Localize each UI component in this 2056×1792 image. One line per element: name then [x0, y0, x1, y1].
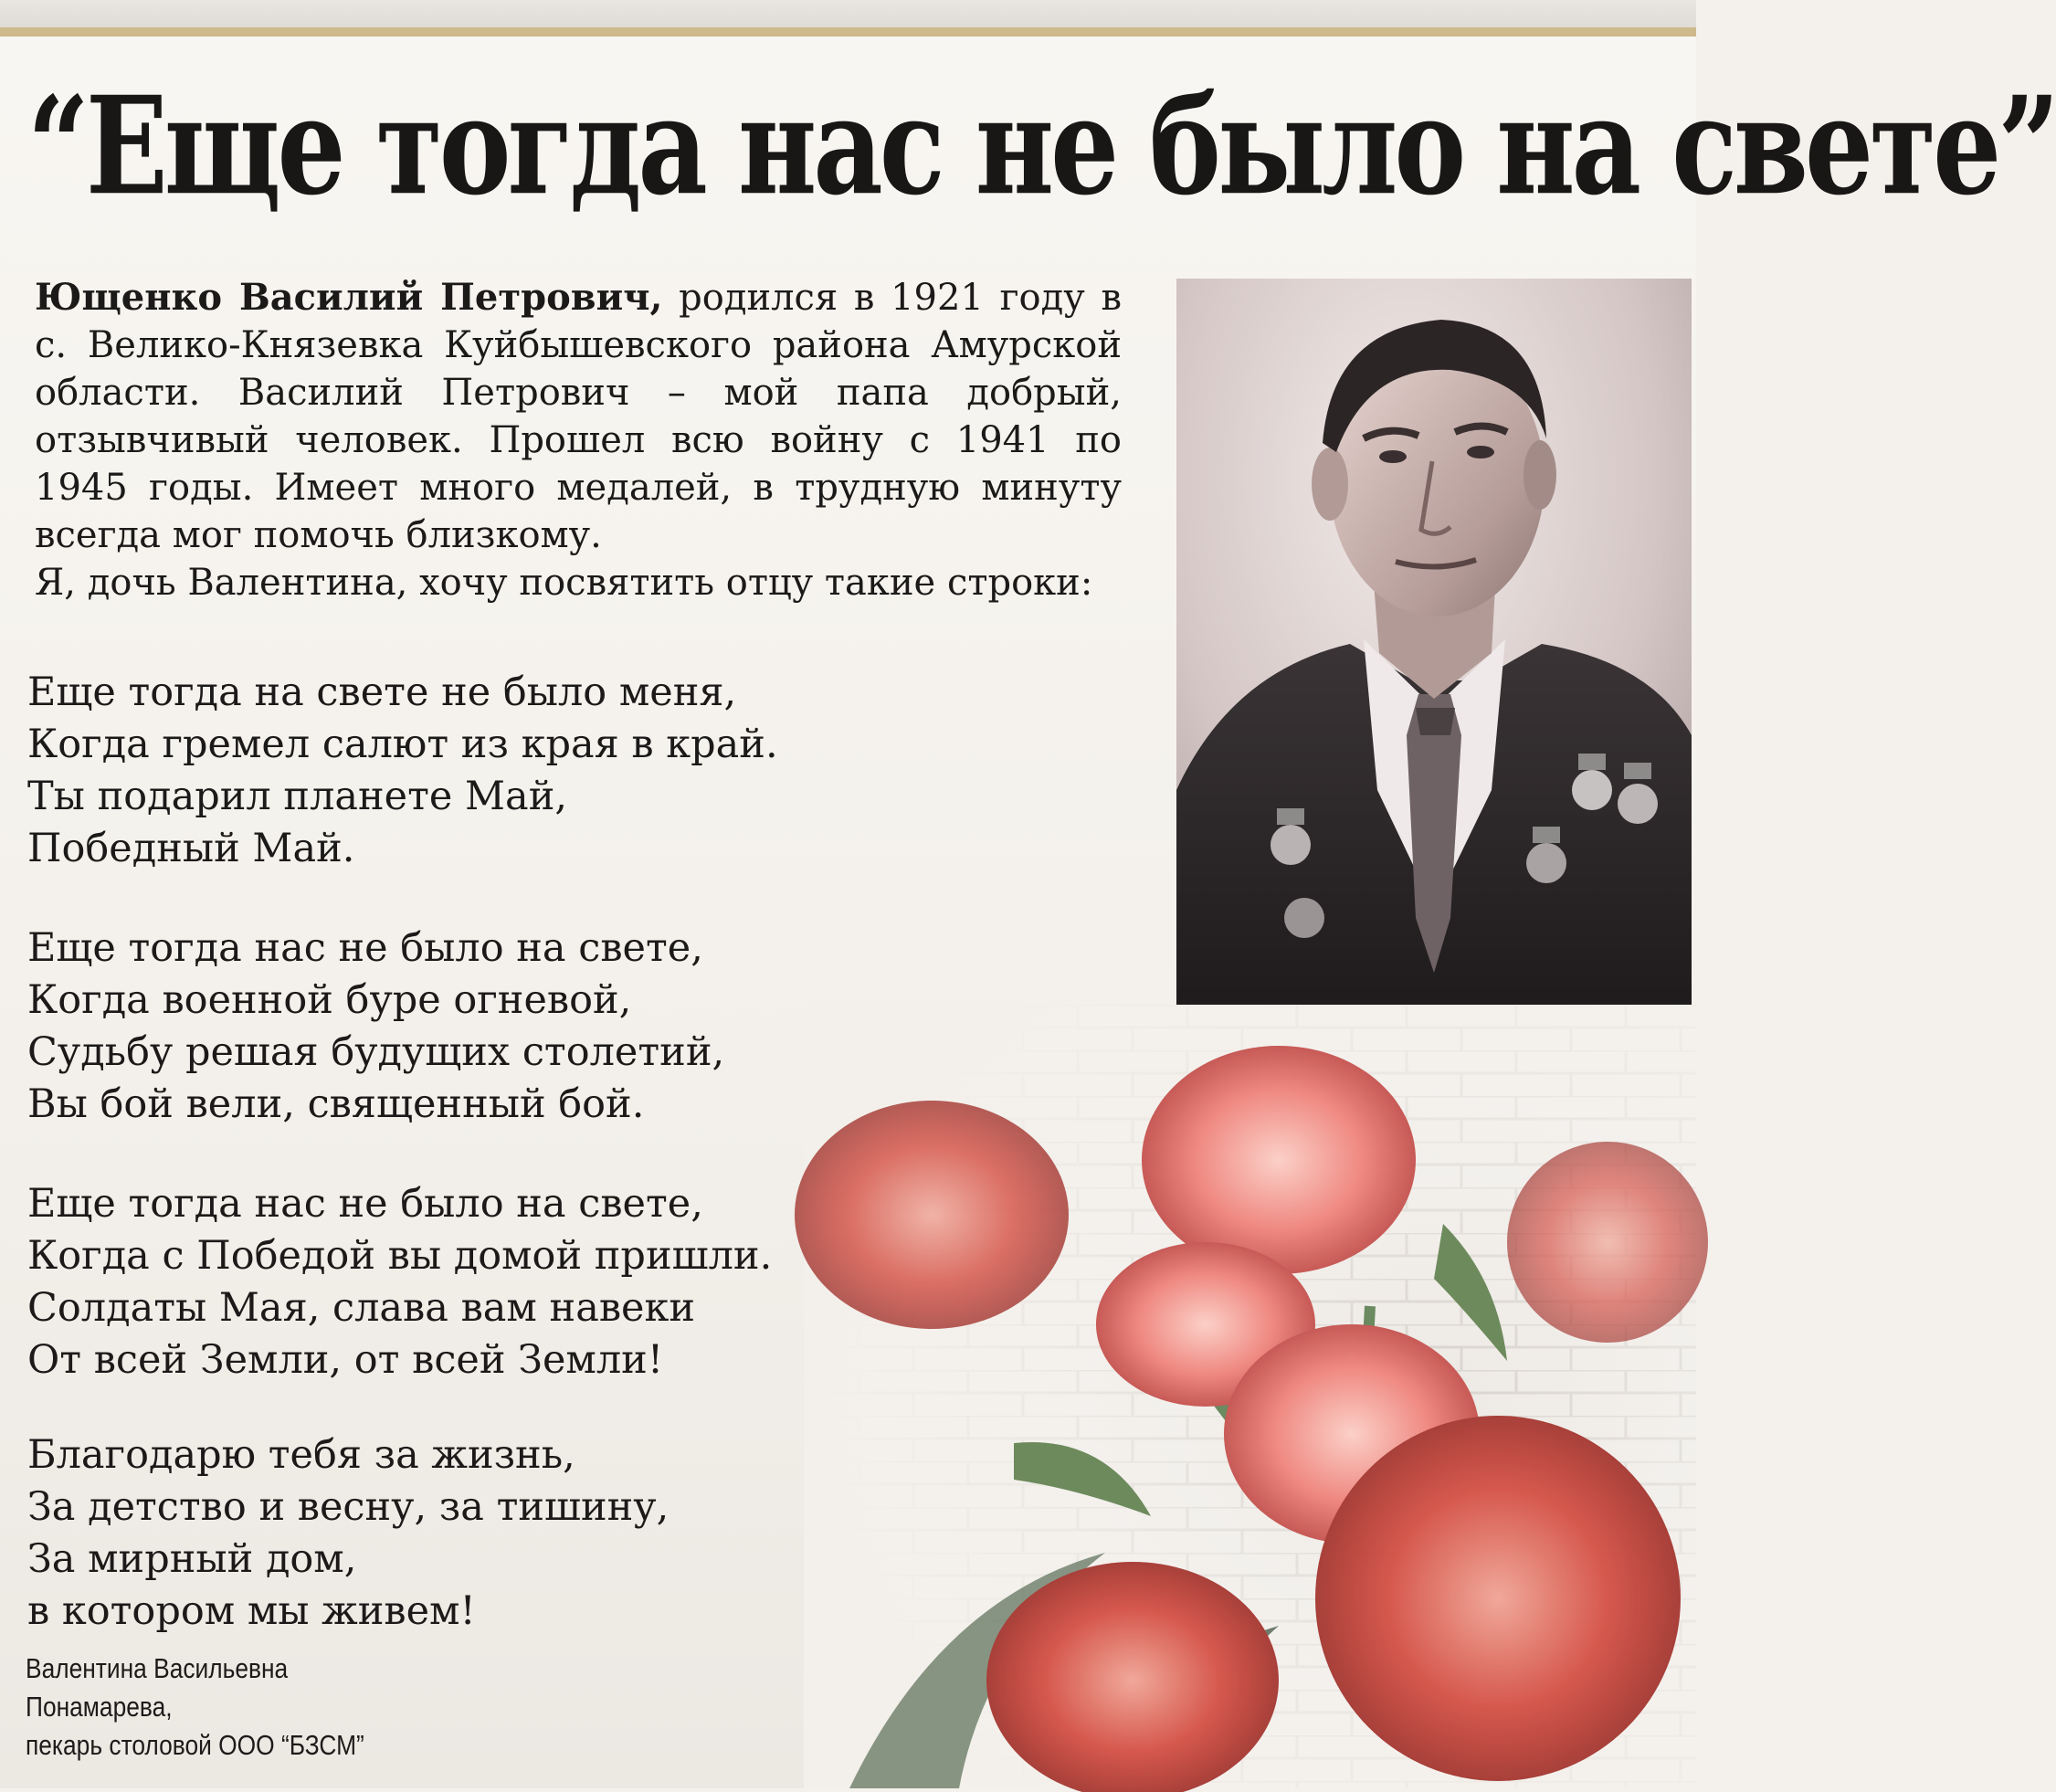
veteran-name: Ющенко Василий Петрович, — [35, 276, 663, 319]
intro-text — [35, 274, 1122, 559]
poem-line: Солдаты Мая, слава вам навеки — [27, 1285, 696, 1331]
poem-line: Еще тогда на свете не было меня, — [27, 669, 737, 715]
intro-biography: родился в 1921 году в с. Велико-Князевка Куйбышевского района Амурской области. Василий Петрович – мой папа добрый, отзывчивый человек. Прошел всю войну с 1941 по 1945 годы. Имеет много медалей, в трудную минуту всегда мог помочь близкому. — [35, 277, 1122, 556]
poem-line: Когда с Победой вы домой пришли. — [27, 1233, 773, 1279]
poem-line: Еще тогда нас не было на свете, — [27, 1181, 703, 1227]
poem-stanza-3 — [27, 1178, 941, 1386]
poem-line: в котором мы живем! — [27, 1588, 476, 1634]
intro-dedication: Я, дочь Валентина, хочу посвятить отцу такие строки: — [35, 562, 1093, 604]
headline: “Еще тогда нас не было на свете” — [27, 66, 2056, 226]
poem-line: Судьбу решая будущих столетий, — [27, 1029, 725, 1075]
poem-line: Благодарю тебя за жизнь, — [27, 1432, 575, 1478]
author-name: Валентина Васильевна — [26, 1652, 289, 1684]
author-surname: Понамарева, — [26, 1691, 173, 1723]
portrait-photo — [1176, 279, 1692, 1071]
poem-line: Еще тогда нас не было на свете, — [27, 925, 703, 971]
poem-line: За мирный дом, — [27, 1536, 357, 1582]
author-signature — [26, 1650, 460, 1765]
poem-stanza-1 — [27, 667, 941, 875]
poem-stanza-2 — [27, 922, 941, 1131]
poem-line: Когда военной буре огневой, — [27, 977, 632, 1023]
veteran-portrait-image — [1176, 279, 1692, 1071]
poem-line: За детство и весну, за тишину, — [27, 1484, 670, 1530]
author-position: пекарь столовой ООО “БЗСМ” — [26, 1729, 364, 1761]
poem-line: От всей Земли, от всей Земли! — [27, 1337, 664, 1383]
intro-paragraph — [35, 274, 1122, 606]
poem-stanza-4 — [27, 1429, 941, 1638]
poem-line: Ты подарил планете Май, — [27, 774, 568, 819]
poem-line: Когда гремел салют из края в край. — [27, 722, 778, 767]
poem-line: Победный Май. — [27, 826, 355, 871]
poem-line: Вы бой вели, священный бой. — [27, 1081, 645, 1127]
